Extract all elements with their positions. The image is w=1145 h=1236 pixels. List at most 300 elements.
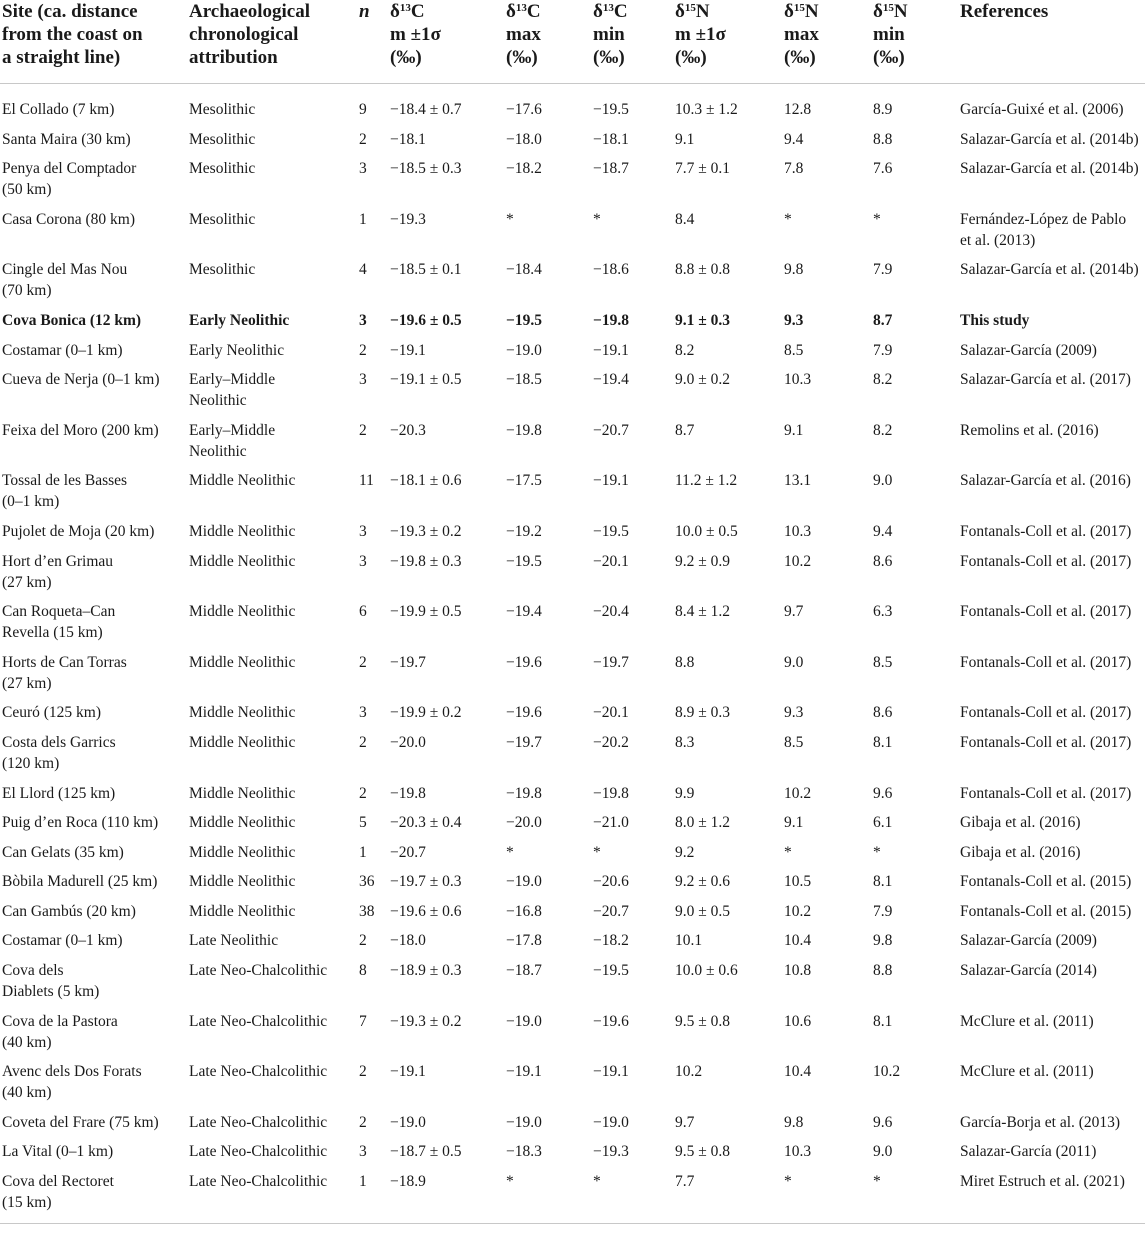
d15n-min-cell: * [873, 843, 881, 861]
attribution-cell-line: Late Neo-Chalcolithic [189, 1113, 328, 1131]
d15n-mean-cell: 9.2 ± 0.9 [675, 552, 731, 570]
header-line: (‰) [675, 47, 707, 68]
site-cell [0, 601, 187, 652]
d13c-min-cell: −19.0 [593, 1113, 629, 1131]
n-header [357, 0, 388, 84]
site-cell-line: Can Roqueta–Can [2, 603, 116, 621]
d15n-max-cell: * [782, 1171, 871, 1224]
header-line: min [593, 24, 625, 45]
header-line: max [506, 24, 541, 45]
header-line: from the coast on [2, 24, 143, 45]
n-cell: 3 [359, 522, 367, 540]
header-line: Site (ca. distance [2, 1, 138, 22]
site-cell-line: Santa Maira (30 km) [2, 130, 131, 148]
header-line: max [784, 24, 819, 45]
table-row [0, 652, 1145, 703]
site-cell-line: (0–1 km) [2, 493, 60, 511]
n-cell: 2 [359, 932, 367, 950]
d13c-min-cell: * [593, 843, 601, 861]
n-cell: 7 [359, 1012, 367, 1030]
reference-cell-line: Fontanals-Coll et al. (2017) [960, 784, 1132, 802]
reference-cell-line: Gibaja et al. (2016) [960, 843, 1081, 861]
site-cell [0, 1171, 187, 1224]
d15n-min-cell: 8.9 [873, 101, 893, 118]
d15n-mean-cell: 9.5 ± 0.8 [675, 1012, 731, 1030]
d13c-min-cell: −20.7 [593, 902, 629, 920]
table-row [0, 871, 1145, 901]
attribution-cell [187, 129, 357, 159]
d15n-mean-cell: 9.2 ± 0.6 [675, 873, 731, 891]
d13c-mean-cell: −19.7 [390, 653, 426, 671]
d13c-min-cell: −19.6 [593, 1012, 629, 1030]
attribution-cell [187, 1141, 357, 1171]
site-cell-line: Cova dels [2, 962, 64, 980]
table-row [0, 783, 1145, 813]
d13c-mean-cell: −19.7 ± 0.3 [390, 873, 462, 891]
attribution-cell-line: Late Neo-Chalcolithic [189, 1143, 328, 1161]
reference-cell-line: Salazar-García et al. (2017) [960, 371, 1131, 389]
d13c-mean-cell: −19.3 ± 0.2 [390, 1012, 462, 1030]
attribution-cell-line: Middle Neolithic [189, 704, 296, 722]
d13c-min-cell: −19.1 [593, 472, 629, 490]
n-cell: 3 [359, 1143, 367, 1161]
table-row [0, 259, 1145, 310]
site-cell-line: (15 km) [2, 1194, 52, 1212]
d13c-mean-cell: −18.1 ± 0.6 [390, 472, 462, 490]
d13c-min-cell: −20.6 [593, 873, 629, 891]
d13c-min-cell: −19.3 [593, 1143, 629, 1161]
d15n-min-cell: 8.1 [873, 873, 893, 891]
reference-cell-line: Salazar-García (2009) [960, 932, 1097, 950]
d15n-mean-cell: 9.2 [675, 843, 695, 861]
d15n-min-header [871, 0, 958, 84]
attribution-cell-line: Middle Neolithic [189, 522, 296, 540]
d13c-max-header [504, 0, 591, 84]
header-line: m ±1σ [675, 24, 726, 45]
d13c-min-cell: −18.6 [593, 261, 629, 279]
d13c-max-cell: −19.1 [506, 1063, 542, 1081]
site-cell [0, 783, 187, 813]
reference-cell-line: This study [960, 311, 1030, 329]
d13c-max-cell: −19.0 [506, 873, 542, 891]
attribution-cell-line: Middle Neolithic [189, 472, 296, 490]
d13c-mean-cell: −19.9 ± 0.5 [390, 603, 462, 621]
d15n-max-cell: 9.7 [784, 603, 804, 621]
table-row [0, 470, 1145, 521]
d15n-max-cell: 8.5 [784, 341, 804, 359]
table-row [0, 732, 1145, 783]
reference-cell [958, 84, 1145, 129]
site-cell [0, 960, 187, 1011]
site-cell-line: El Llord (125 km) [2, 784, 116, 802]
d13c-min-cell: −21.0 [593, 814, 629, 832]
site-cell-line: Revella (15 km) [2, 624, 103, 642]
d15n-max-cell: 10.4 [784, 932, 812, 950]
table-row [0, 1171, 1145, 1224]
table-row [0, 158, 1145, 209]
reference-cell [958, 129, 1145, 159]
reference-cell [958, 420, 1145, 471]
attribution-cell [187, 960, 357, 1011]
reference-cell [958, 259, 1145, 310]
d13c-max-cell: * [504, 1171, 591, 1224]
d13c-mean-cell: −19.9 ± 0.2 [390, 704, 462, 722]
attribution-cell [187, 601, 357, 652]
n-cell: 1 [359, 210, 367, 228]
site-cell-line: Cova de la Pastora [2, 1012, 118, 1030]
site-cell-line: Coveta del Frare (75 km) [2, 1113, 159, 1131]
attribution-cell [187, 158, 357, 209]
site-cell-line: Costa dels Garrics [2, 733, 116, 751]
d13c-min-cell: −18.7 [593, 160, 629, 178]
d13c-max-cell: −18.7 [506, 962, 542, 980]
d13c-mean-cell: −18.5 ± 0.1 [390, 261, 462, 279]
site-cell [0, 901, 187, 931]
d13c-min-cell: −19.7 [593, 653, 629, 671]
n-cell: 2 [359, 784, 367, 802]
d15n-max-cell: 9.0 [784, 653, 804, 671]
d15n-mean-cell: 8.8 [675, 653, 695, 671]
d13c-mean-cell: −19.3 ± 0.2 [390, 522, 462, 540]
n-cell: 11 [359, 472, 374, 490]
d15n-max-cell: 9.3 [784, 704, 804, 722]
n-cell: 4 [359, 261, 367, 279]
d13c-max-cell: −17.6 [506, 101, 542, 118]
site-cell-line: (70 km) [2, 282, 52, 300]
attribution-cell-line: Early Neolithic [189, 311, 290, 329]
reference-cell-line: Salazar-García (2014) [960, 962, 1097, 980]
isotope-label: $\delta^{13}C$ [593, 1, 628, 22]
d13c-max-cell: * [506, 843, 514, 861]
d15n-mean-cell: 9.1 [675, 130, 695, 148]
table-row [0, 601, 1145, 652]
d13c-min-cell: −19.1 [593, 1063, 629, 1081]
d15n-min-cell: 9.8 [873, 932, 893, 950]
site-cell [0, 84, 187, 129]
site-cell [0, 1061, 187, 1112]
isotope-label: $\delta^{15}N$ [784, 1, 819, 22]
d13c-mean-cell: −19.1 ± 0.5 [390, 371, 462, 389]
header-line: min [873, 24, 905, 45]
attribution-cell-line: Mesolithic [189, 160, 256, 178]
site-cell [0, 551, 187, 602]
attribution-cell-line: Neolithic [189, 392, 247, 410]
d15n-min-cell: 9.0 [873, 1143, 893, 1161]
table-row [0, 521, 1145, 551]
site-cell [0, 930, 187, 960]
d13c-max-cell: −19.0 [506, 341, 542, 359]
reference-cell [958, 1171, 1145, 1224]
site-cell-line: Cueva de Nerja (0–1 km) [2, 371, 160, 389]
reference-cell [958, 1061, 1145, 1112]
reference-cell [958, 732, 1145, 783]
d13c-mean-cell: −19.0 [390, 1113, 426, 1131]
reference-cell [958, 930, 1145, 960]
d13c-max-cell: −19.2 [506, 522, 542, 540]
attribution-cell-line: Late Neo-Chalcolithic [189, 962, 328, 980]
site-cell-line: Ceuró (125 km) [2, 704, 102, 722]
d15n-max-cell: 13.1 [784, 472, 812, 490]
d13c-mean-cell: −18.4 ± 0.7 [390, 101, 462, 118]
isotope-label: $\delta^{15}N$ [675, 1, 710, 22]
d13c-mean-cell: −19.8 ± 0.3 [390, 552, 462, 570]
reference-cell-line: Gibaja et al. (2016) [960, 814, 1081, 832]
d15n-mean-cell: 9.7 [675, 1113, 695, 1131]
d15n-max-cell: 10.2 [784, 552, 812, 570]
d15n-max-cell: 10.8 [784, 962, 812, 980]
table-row [0, 129, 1145, 159]
table-row [0, 702, 1145, 732]
d13c-max-cell: −18.5 [506, 371, 542, 389]
attribution-cell-line: Middle Neolithic [189, 733, 296, 751]
table-row [0, 551, 1145, 602]
table-body [0, 84, 1145, 1224]
d15n-max-cell: 9.1 [784, 421, 804, 439]
header-line: m ±1σ [390, 24, 441, 45]
d13c-min-cell: −20.1 [593, 552, 629, 570]
d13c-mean-cell: −19.6 ± 0.5 [390, 311, 462, 329]
site-cell [0, 310, 187, 340]
d15n-max-cell: 9.4 [784, 130, 804, 148]
reference-cell-line: Salazar-García (2009) [960, 341, 1097, 359]
d15n-mean-cell: 8.4 ± 1.2 [675, 603, 731, 621]
d15n-max-cell: 10.3 [784, 371, 812, 389]
attribution-cell [187, 1112, 357, 1142]
d15n-max-cell: 10.3 [784, 1143, 812, 1161]
header-line: n [359, 1, 370, 22]
attribution-cell [187, 1061, 357, 1112]
attribution-cell-line: Middle Neolithic [189, 552, 296, 570]
site-cell [0, 158, 187, 209]
d15n-max-header [782, 0, 871, 84]
d13c-mean-cell: −20.3 ± 0.4 [390, 814, 462, 832]
table-row [0, 1141, 1145, 1171]
d13c-min-cell: −19.8 [593, 311, 629, 329]
d13c-min-cell: −19.5 [593, 101, 629, 118]
d13c-mean-cell: −19.1 [390, 1063, 426, 1081]
reference-cell [958, 158, 1145, 209]
table-row [0, 310, 1145, 340]
d13c-max-cell: −19.8 [506, 784, 542, 802]
site-cell [0, 732, 187, 783]
site-cell-line: Tossal de les Basses [2, 472, 128, 490]
d13c-mean-cell: −19.6 ± 0.6 [390, 902, 462, 920]
reference-cell-line: Fontanals-Coll et al. (2017) [960, 552, 1132, 570]
attribution-cell-line: Early–Middle [189, 421, 276, 439]
d13c-max-cell: −19.5 [506, 552, 542, 570]
d13c-min-cell: * [591, 1171, 673, 1224]
attribution-cell [187, 310, 357, 340]
reference-cell-line: Salazar-García et al. (2014b) [960, 160, 1139, 178]
reference-cell [958, 369, 1145, 420]
site-cell-line: (40 km) [2, 1084, 52, 1102]
d15n-min-cell: * [873, 210, 881, 228]
reference-cell-line: Fontanals-Coll et al. (2017) [960, 653, 1132, 671]
d13c-max-cell: −17.8 [506, 932, 542, 950]
n-cell: 1 [357, 1171, 388, 1224]
table-row [0, 1112, 1145, 1142]
d13c-mean-cell: −18.7 ± 0.5 [390, 1143, 462, 1161]
n-cell: 2 [359, 421, 367, 439]
attribution-cell [187, 702, 357, 732]
references-header [958, 0, 1145, 84]
d15n-min-cell: 8.1 [873, 1012, 893, 1030]
d13c-min-cell: * [593, 210, 601, 228]
reference-cell [958, 783, 1145, 813]
n-cell: 9 [359, 101, 367, 118]
d13c-min-cell: −19.8 [593, 784, 629, 802]
attribution-cell-line: Late Neo-Chalcolithic [189, 1173, 328, 1191]
attribution-cell-line: Late Neo-Chalcolithic [189, 1063, 328, 1081]
site-cell [0, 259, 187, 310]
d15n-mean-cell: 9.5 ± 0.8 [675, 1143, 731, 1161]
reference-cell-line: Salazar-García et al. (2014b) [960, 130, 1139, 148]
n-cell: 2 [359, 341, 367, 359]
d15n-min-cell: 8.5 [873, 653, 893, 671]
table-row [0, 340, 1145, 370]
d15n-min-cell: * [871, 1171, 958, 1224]
d15n-min-cell: 8.6 [873, 552, 893, 570]
n-cell: 2 [359, 130, 367, 148]
d15n-max-cell: 10.4 [784, 1063, 812, 1081]
reference-cell-line: Fontanals-Coll et al. (2017) [960, 704, 1132, 722]
attribution-cell-line: Middle Neolithic [189, 653, 296, 671]
attribution-cell-line: Middle Neolithic [189, 603, 296, 621]
d15n-max-cell: 10.6 [784, 1012, 812, 1030]
d15n-min-cell: 8.2 [873, 421, 893, 439]
attribution-cell [187, 783, 357, 813]
n-cell: 6 [359, 603, 367, 621]
d13c-max-cell: −18.0 [506, 130, 542, 148]
site-cell-line: Feixa del Moro (200 km) [2, 421, 159, 439]
attribution-cell [187, 871, 357, 901]
table-row [0, 1011, 1145, 1062]
d13c-max-cell: −20.0 [506, 814, 542, 832]
d15n-min-cell: 7.6 [873, 160, 893, 178]
isotope-label: $\delta^{15}N$ [873, 1, 908, 22]
reference-cell-line: Fernández-López de Pablo [960, 210, 1127, 228]
reference-cell-line: Fontanals-Coll et al. (2017) [960, 733, 1132, 751]
reference-cell-line: Remolins et al. (2016) [960, 421, 1099, 439]
d15n-mean-cell: 8.8 ± 0.8 [675, 261, 731, 279]
d13c-min-cell: −19.5 [593, 962, 629, 980]
d13c-min-cell: −19.5 [593, 522, 629, 540]
d15n-min-cell: 6.1 [873, 814, 893, 832]
reference-cell [958, 310, 1145, 340]
reference-cell-line: García-Guixé et al. (2006) [960, 101, 1124, 118]
attribution-cell-line: Mesolithic [189, 130, 256, 148]
attribution-cell [187, 652, 357, 703]
d15n-min-cell: 8.7 [873, 311, 893, 329]
site-cell-line: La Vital (0–1 km) [2, 1143, 114, 1161]
site-cell [0, 1011, 187, 1062]
reference-cell-line: Fontanals-Coll et al. (2015) [960, 902, 1132, 920]
site-cell [0, 209, 187, 260]
d15n-min-cell: 8.6 [873, 704, 893, 722]
reference-cell [958, 209, 1145, 260]
attribution-cell-line: Late Neolithic [189, 932, 279, 950]
d15n-min-cell: 8.8 [873, 962, 893, 980]
site-cell [0, 420, 187, 471]
reference-cell-line: Salazar-García et al. (2014b) [960, 261, 1139, 279]
isotope-label: $\delta^{13}C$ [506, 1, 541, 22]
site-cell [0, 652, 187, 703]
header-line: (‰) [873, 47, 905, 68]
d13c-mean-header [388, 0, 504, 84]
site-cell [0, 369, 187, 420]
d15n-min-cell: 7.9 [873, 341, 893, 359]
site-cell-line: Cova Bonica (12 km) [2, 311, 142, 329]
table-header-row [0, 0, 1145, 84]
d15n-max-cell: 7.8 [784, 160, 804, 178]
reference-cell [958, 652, 1145, 703]
d15n-min-cell: 7.9 [873, 902, 893, 920]
d15n-min-cell: 7.9 [873, 261, 893, 279]
attribution-cell [187, 259, 357, 310]
d15n-mean-cell: 9.9 [675, 784, 695, 802]
table-row [0, 84, 1145, 129]
site-cell-line: (27 km) [2, 674, 52, 692]
table-row [0, 901, 1145, 931]
site-cell-line: Puig d’en Roca (110 km) [2, 814, 159, 832]
d15n-max-cell: * [784, 843, 792, 861]
d15n-min-cell: 8.8 [873, 130, 893, 148]
attribution-cell [187, 209, 357, 260]
reference-cell-line: Fontanals-Coll et al. (2017) [960, 603, 1132, 621]
d15n-mean-cell: 7.7 ± 0.1 [675, 160, 731, 178]
table-row [0, 1061, 1145, 1112]
d15n-mean-cell: 7.7 [673, 1171, 782, 1224]
d15n-mean-cell: 8.3 [675, 733, 695, 751]
header-line: chronological [189, 24, 299, 45]
site-cell-line: Cova del Rectoret [2, 1173, 114, 1191]
site-cell-line: Casa Corona (80 km) [2, 210, 136, 228]
site-cell-line: Penya del Comptador [2, 160, 137, 178]
d13c-mean-cell: −20.7 [390, 843, 426, 861]
site-cell [0, 1112, 187, 1142]
table-row [0, 209, 1145, 260]
d15n-mean-cell: 10.1 [675, 932, 703, 950]
header-line: a straight line) [2, 47, 121, 68]
d13c-min-cell: −20.2 [593, 733, 629, 751]
header-line: (‰) [593, 47, 625, 68]
d15n-min-cell: 8.2 [873, 371, 893, 389]
site-cell-line: (50 km) [2, 181, 52, 199]
d13c-min-cell: −18.2 [593, 932, 629, 950]
d15n-mean-cell: 11.2 ± 1.2 [675, 472, 738, 490]
d13c-mean-cell: −19.8 [390, 784, 426, 802]
table-row [0, 842, 1145, 872]
d15n-max-cell: 10.3 [784, 522, 812, 540]
attribution-cell [187, 1171, 357, 1224]
reference-cell [958, 340, 1145, 370]
d15n-min-cell: 6.3 [873, 603, 893, 621]
d13c-mean-cell: −18.1 [390, 130, 426, 148]
d13c-min-cell: −19.1 [593, 341, 629, 359]
d15n-max-cell: 9.8 [784, 1113, 804, 1131]
site-cell-line: (40 km) [2, 1033, 52, 1051]
isotope-label: $\delta^{13}C$ [390, 1, 425, 22]
attribution-cell-line: Mesolithic [189, 210, 256, 228]
d15n-mean-cell: 8.4 [675, 210, 695, 228]
reference-cell-line: Fontanals-Coll et al. (2015) [960, 873, 1132, 891]
d15n-mean-cell: 10.2 [675, 1063, 703, 1081]
attribution-cell-line: Middle Neolithic [189, 902, 296, 920]
attribution-header [187, 0, 357, 84]
d13c-max-cell: −19.4 [506, 603, 542, 621]
attribution-cell-line: Mesolithic [189, 261, 256, 279]
n-cell: 3 [359, 552, 367, 570]
